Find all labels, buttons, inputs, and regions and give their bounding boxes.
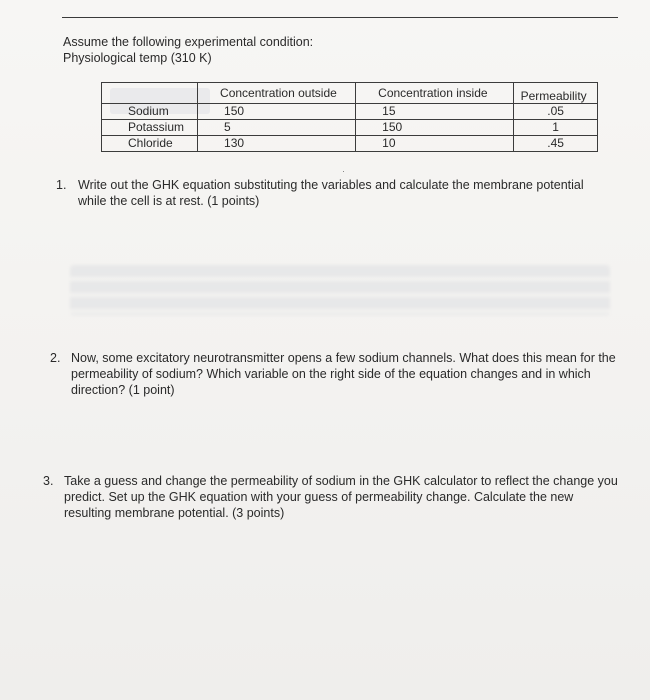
inside-value: 150 (356, 120, 514, 136)
question-1 (56, 177, 616, 213)
ion-name: Potassium (102, 120, 198, 136)
question-text: Now, some excitatory neurotransmitter opens a few sodium channels. What does this mean for the permeability of sodium? Which variable on the right side of the equation changes and in which direction? (1 point) (71, 351, 616, 397)
question-number: 1. (56, 178, 67, 192)
question-text: Take a guess and change the permeability of sodium in the GHK calculator to reflect the change you predict. Set up the GHK equation with your guess of permeability change. Calculate the new resulting membrane potential. (3 points) (64, 474, 618, 520)
question-3 (43, 473, 623, 525)
question-number: 2. (50, 351, 61, 365)
header-ion-column (102, 83, 198, 104)
header-permeability: Permeability (514, 83, 598, 104)
header-inside: Concentration inside (356, 83, 514, 104)
inside-value: 10 (356, 136, 514, 152)
ion-name: Chloride (102, 136, 198, 152)
outside-value: 130 (198, 136, 356, 152)
question-2 (50, 350, 620, 402)
table-row (102, 104, 598, 120)
top-divider (62, 17, 618, 18)
inside-value: 15 (356, 104, 514, 120)
permeability-value: .05 (514, 104, 598, 120)
intro-block (63, 34, 313, 66)
outside-value: 150 (198, 104, 356, 120)
ion-name: Sodium (102, 104, 198, 120)
intro-line-1: Assume the following experimental condition: (63, 35, 314, 49)
table-row (102, 136, 598, 152)
stray-mark: · (342, 166, 345, 176)
header-outside: Concentration outside (198, 83, 356, 104)
ion-table (101, 82, 598, 152)
table-header-row (102, 83, 598, 104)
bleed-through-text (70, 265, 610, 315)
question-number: 3. (43, 474, 54, 488)
question-text: Write out the GHK equation substituting the variables and calculate the membrane potential while the cell is at rest. (1 points) (78, 178, 584, 208)
table-row (102, 120, 598, 136)
intro-line-2: Physiological temp (310 K) (63, 51, 212, 65)
outside-value: 5 (198, 120, 356, 136)
permeability-value: .45 (514, 136, 598, 152)
permeability-value: 1 (514, 120, 598, 136)
